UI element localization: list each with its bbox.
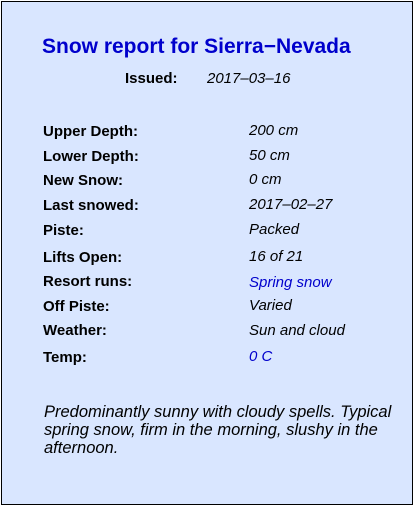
- temp-value: 0 C: [249, 348, 273, 365]
- new-snow-label: New Snow:: [43, 172, 124, 189]
- weather-label: Weather:: [43, 322, 107, 339]
- upper-depth-label: Upper Depth:: [43, 123, 138, 140]
- piste-value: Packed: [249, 221, 300, 238]
- temp-label: Temp:: [43, 349, 87, 366]
- forecast-summary: Predominantly sunny with cloudy spells. Typical spring snow, firm in the morning, slushy in the afternoon.: [44, 403, 392, 457]
- report-title: Snow report for Sierra−Nevada: [42, 35, 351, 58]
- last-snowed-label: Last snowed:: [43, 197, 139, 214]
- piste-label: Piste:: [43, 222, 84, 239]
- lower-depth-label: Lower Depth:: [43, 148, 139, 165]
- lower-depth-value: 50 cm: [249, 147, 290, 164]
- off-piste-value: Varied: [249, 297, 292, 314]
- lifts-open-label: Lifts Open:: [43, 249, 123, 266]
- snow-report-panel: [1, 1, 413, 505]
- issued-label: Issued:: [125, 70, 178, 87]
- off-piste-label: Off Piste:: [43, 298, 110, 315]
- resort-runs-value: Spring snow: [249, 274, 332, 291]
- weather-value: Sun and cloud: [249, 322, 345, 339]
- issued-date: 2017–03–16: [207, 70, 291, 87]
- resort-runs-label: Resort runs:: [43, 273, 133, 290]
- new-snow-value: 0 cm: [249, 171, 282, 188]
- upper-depth-value: 200 cm: [249, 122, 299, 139]
- lifts-open-value: 16 of 21: [249, 248, 304, 265]
- last-snowed-value: 2017–02–27: [249, 196, 333, 213]
